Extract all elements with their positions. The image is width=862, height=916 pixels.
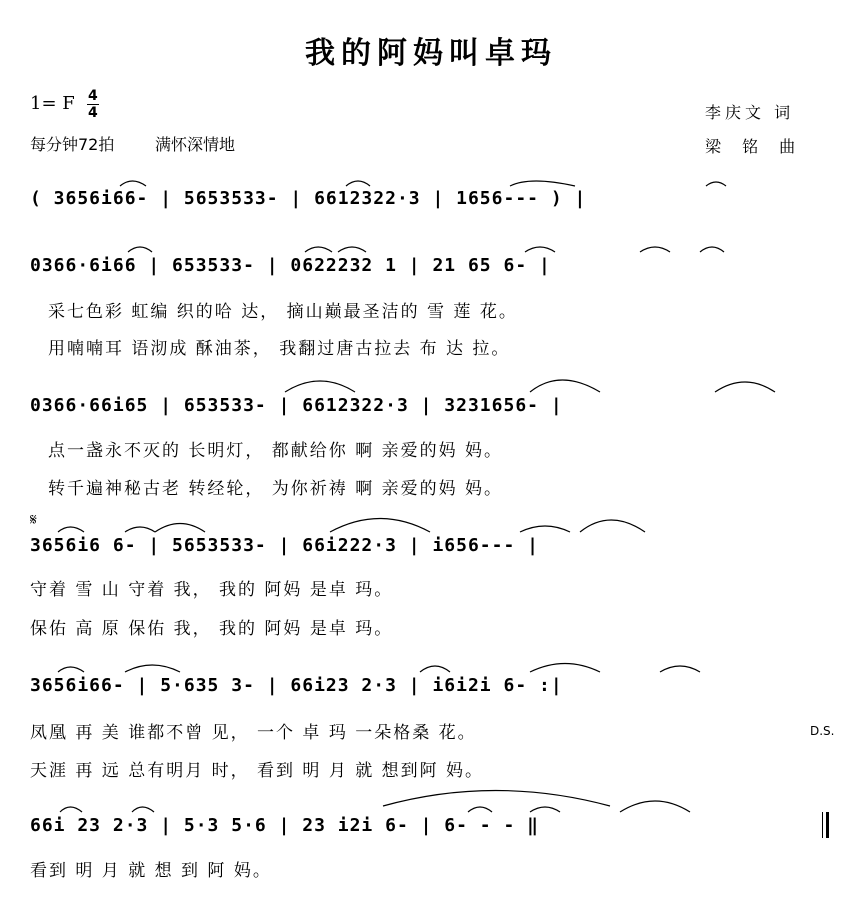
notation-line-3: 0366·66i65 | 653533- | 6612322·3 | 3231656- |	[30, 395, 563, 416]
lyric-line-2-verse-1: 采七色彩 虹编 织的哈 达， 摘山巅最圣洁的 雪 莲 花。	[48, 302, 518, 322]
expression-mark: 满怀深情地	[155, 135, 236, 154]
lyric-line-3-verse-1: 点一盏永不灭的 长明灯， 都献给你 啊 亲爱的妈 妈。	[48, 441, 504, 461]
notation-line-1: ( 3656i66- | 5653533- | 6612322·3 | 1656--- ) |	[30, 188, 587, 209]
segno-sign: 𝄋	[30, 510, 37, 529]
lyric-line-2-verse-2: 用喃喃耳 语沏成 酥油茶， 我翻过唐古拉去 布 达 拉。	[48, 339, 511, 359]
notation-line-6: 66i 23 2·3 | 5·3 5·6 | 23 i2i 6- | 6- - - ‖	[30, 815, 539, 836]
lyric-line-4-verse-2: 保佑 高 原 保佑 我， 我的 阿妈 是卓 玛。	[30, 619, 394, 639]
lyric-line-4-verse-1: 守着 雪 山 守着 我， 我的 阿妈 是卓 玛。	[30, 580, 394, 600]
tempo: 每分钟72拍	[30, 135, 115, 154]
time-signature-top: 4	[88, 88, 98, 104]
notation-line-5: 3656i66- | 5·635 3- | 66i23 2·3 | i6i2i 6- :|	[30, 675, 563, 696]
lyric-line-3-verse-2: 转千遍神秘古老 转经轮， 为你祈祷 啊 亲爱的妈 妈。	[48, 479, 504, 499]
lyric-line-5-verse-1: 凤凰 再 美 谁都不曾 见， 一个 卓 玛 一朵格桑 花。	[30, 723, 477, 743]
time-signature-bottom: 4	[88, 105, 98, 121]
ds-mark: D.S.	[810, 724, 835, 738]
final-barline-thin	[822, 812, 823, 838]
composer: 梁 铭 曲	[705, 137, 804, 156]
final-barline-thick	[826, 812, 829, 838]
notation-line-2: 0366·6i66 | 653533- | 0622232 1 | 21 65 6- |	[30, 255, 551, 276]
lyric-line-5-verse-2: 天涯 再 远 总有明月 时， 看到 明 月 就 想到阿 妈。	[30, 761, 485, 781]
lyricist: 李庆文 词	[705, 103, 795, 122]
lyric-line-6-verse-1: 看到 明 月 就 想 到 阿 妈。	[30, 861, 272, 881]
key-signature: 1= F	[30, 93, 75, 114]
song-title: 我的阿妈叫卓玛	[305, 36, 557, 71]
notation-line-4: 3656i6 6- | 5653533- | 66i222·3 | i656--- |	[30, 535, 539, 556]
